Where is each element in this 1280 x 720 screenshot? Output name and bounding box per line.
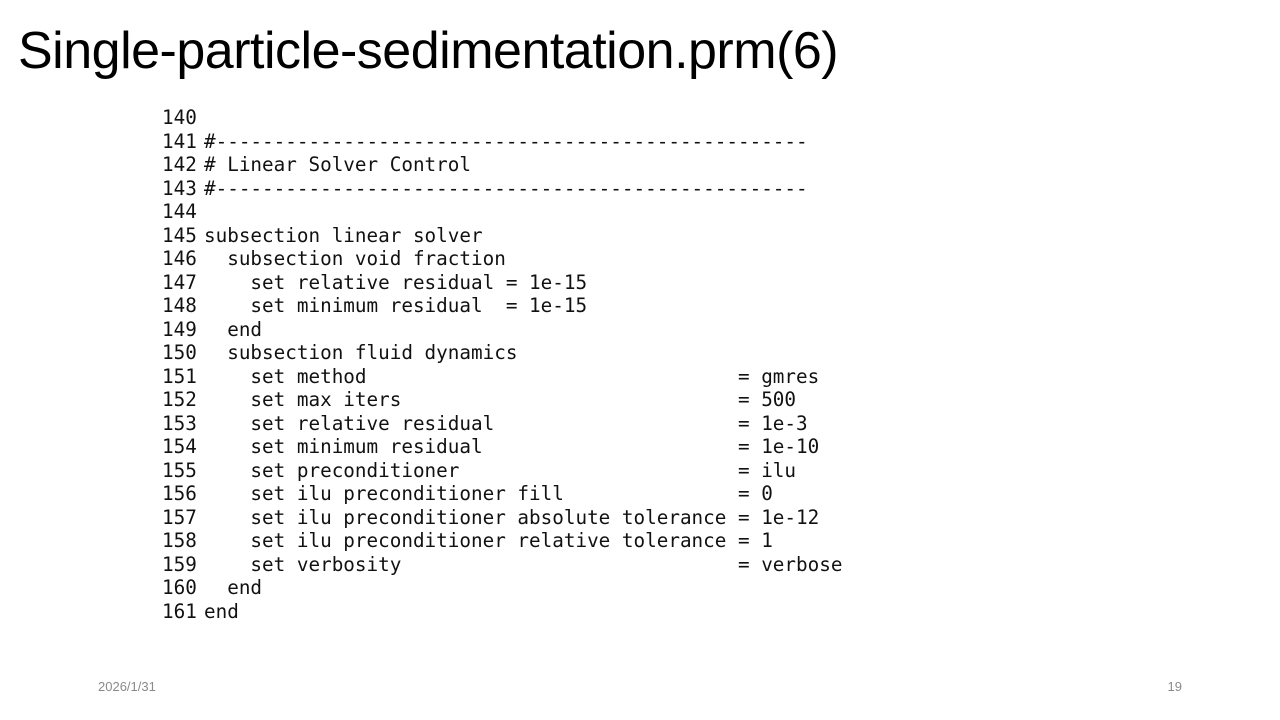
code-screenshot [158, 106, 858, 623]
code-line [158, 294, 842, 318]
slide-number: 19 [1167, 679, 1182, 694]
line-number: 150 [162, 341, 197, 364]
line-number: 140 [162, 106, 197, 129]
code-line [158, 200, 842, 224]
code-line [158, 482, 842, 506]
line-text: # Linear Solver Control [204, 153, 471, 176]
line-text: set preconditioner = ilu [204, 458, 797, 482]
line-text: set method = gmres [204, 364, 820, 388]
line-text: subsection fluid dynamics [204, 341, 518, 364]
line-number: 160 [162, 576, 197, 599]
line-number: 148 [162, 294, 197, 317]
code-line [158, 388, 842, 412]
line-number: 154 [162, 435, 197, 458]
line-number: 156 [162, 482, 197, 505]
code-line [158, 412, 842, 436]
code-line [158, 553, 842, 577]
code-line [158, 506, 842, 530]
code-line [158, 224, 842, 248]
line-number: 145 [162, 223, 197, 247]
line-number: 141 [162, 129, 197, 153]
code-line [158, 529, 842, 553]
line-number: 155 [162, 458, 197, 482]
line-text: set relative residual = 1e-3 [204, 411, 808, 435]
line-text: end [204, 317, 263, 341]
code-line [158, 271, 842, 295]
line-number: 159 [162, 552, 197, 576]
line-text: set ilu preconditioner fill = 0 [204, 482, 773, 505]
code-line [158, 600, 842, 624]
code-line [158, 106, 842, 130]
line-number: 144 [162, 200, 197, 223]
line-number: 149 [162, 317, 197, 341]
code-line [158, 130, 842, 154]
slide-title: Single-particle-sedimentation.prm(6) [18, 22, 839, 80]
line-number: 158 [162, 529, 197, 552]
line-text: set ilu preconditioner absolute tolerance = 1e-12 [204, 505, 820, 529]
line-text: set ilu preconditioner relative tolerance = 1 [204, 529, 773, 552]
footer-date: 2026/1/31 [98, 679, 156, 694]
line-number: 143 [162, 176, 197, 200]
line-number: 153 [162, 411, 197, 435]
line-text: set minimum residual = 1e-15 [204, 294, 588, 317]
code-line [158, 153, 842, 177]
code-line [158, 341, 842, 365]
line-text: set minimum residual = 1e-10 [204, 435, 820, 458]
line-text: set relative residual = 1e-15 [204, 270, 588, 294]
line-number: 161 [162, 599, 197, 623]
line-text: set max iters = 500 [204, 388, 797, 411]
line-text: end [204, 599, 239, 623]
line-number: 152 [162, 388, 197, 411]
code-line [158, 576, 842, 600]
line-number: 157 [162, 505, 197, 529]
code-line [158, 177, 842, 201]
line-text: subsection linear solver [204, 223, 483, 247]
line-number: 147 [162, 270, 197, 294]
code-line [158, 435, 842, 459]
line-text: subsection void fraction [204, 247, 506, 270]
line-text: #--------------------------------------------------- [204, 176, 808, 200]
code-line [158, 318, 842, 342]
line-number: 151 [162, 364, 197, 388]
line-number: 146 [162, 247, 197, 270]
line-number: 142 [162, 153, 197, 176]
code-line [158, 247, 842, 271]
code-line [158, 365, 842, 389]
line-text: #--------------------------------------------------- [204, 129, 808, 153]
line-text: set verbosity = verbose [204, 552, 843, 576]
line-text: end [204, 576, 263, 599]
code-line [158, 459, 842, 483]
code-listing [158, 106, 842, 623]
